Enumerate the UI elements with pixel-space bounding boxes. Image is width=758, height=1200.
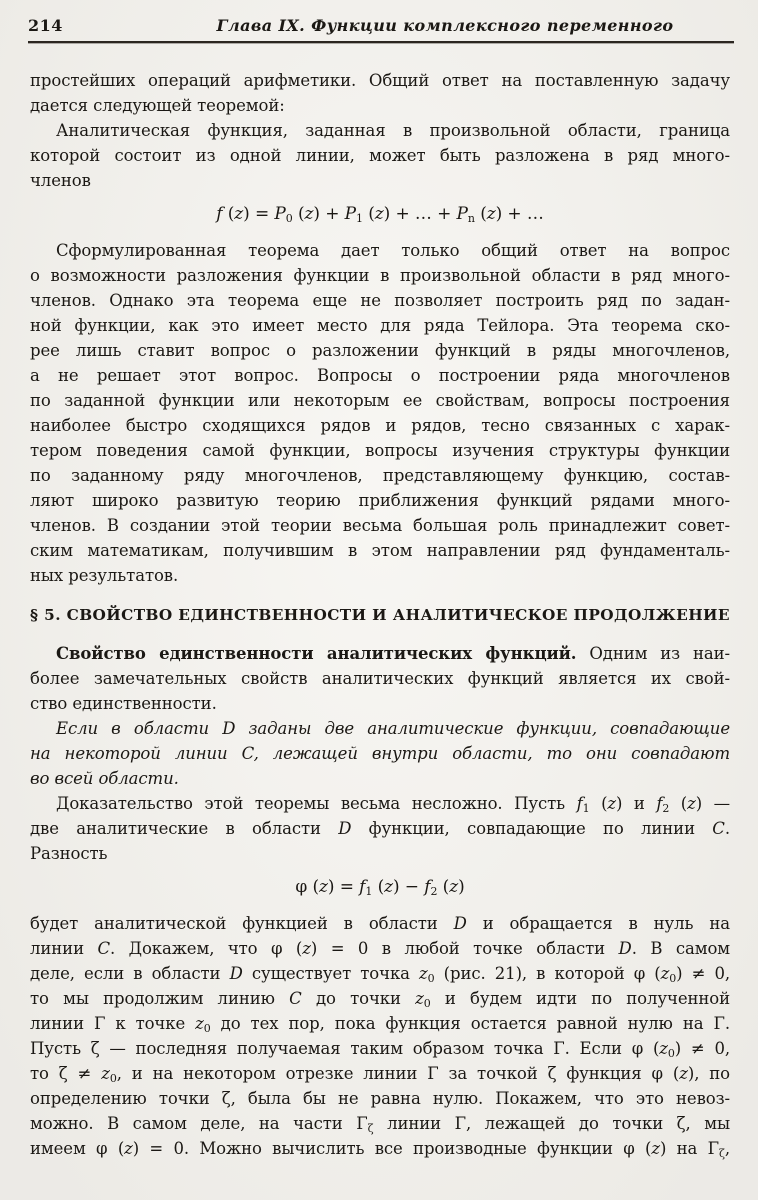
paragraph-intro [30, 68, 730, 118]
text-line: линии Γ к точке $z_0$ до тех пор, пока функция остается равной нулю на Γ. [30, 1014, 730, 1035]
body-text [30, 68, 730, 1161]
text-line: Свойство единственности аналитических функций. Одним из наи- [56, 644, 730, 663]
paragraph-uniqueness-intro [30, 641, 730, 716]
header-rule [28, 41, 734, 43]
text-line: наиболее быстро сходящихся рядов и рядов, тесно связанных с харак- [30, 416, 730, 435]
text-line: рее лишь ставит вопрос о разложении функций в ряды многочленов, [30, 341, 730, 360]
text-line: Доказательство этой теоремы весьма несложно. Пусть $f_1$ (z) и $f_2$ (z) — [56, 794, 730, 815]
text-line: Аналитическая функция, заданная в произвольной области, граница [56, 121, 730, 140]
text-line: по заданной функции или некоторым ее свойствам, вопросы построения [30, 391, 730, 410]
text-line: Если в области D заданы две аналитические функции, совпадающие [56, 719, 730, 738]
text-line: во всей области. [30, 769, 179, 788]
text-line: на некоторой линии C, лежащей внутри области, то они совпадают [30, 744, 730, 763]
text-line: две аналитические в области D функции, совпадающие по линии C. [30, 819, 730, 838]
running-title: Глава IX. Функции комплексного переменного [216, 16, 674, 35]
text-line: то мы продолжим линию C до точки $z_0$ и будем идти по полученной [30, 989, 730, 1010]
paragraph-theorem-statement [30, 118, 730, 193]
text-line: Сформулированная теорема дает только общий ответ на вопрос [56, 241, 730, 260]
page-header [28, 14, 732, 38]
text-line: ство единственности. [30, 694, 217, 713]
paragraph-discussion [30, 238, 730, 588]
text-line: ляют широко развитую теорию приближения функций рядами много- [30, 491, 730, 510]
formula-polynomial-series: f $(z) = P_0$ $(z) + P_1$ (z) + … + $P_n$ (z) + … [216, 204, 544, 225]
text-line: о возможности разложения функции в произвольной области в ряд много- [30, 266, 730, 285]
text-line: имеем φ (z) = 0. Можно вычислить все производные функции φ (z) на $\Gamma_\zeta$, [30, 1139, 730, 1160]
paragraph-proof-start [30, 791, 730, 866]
text-line: Пусть ζ — последняя получаемая таким образом точка Γ. Если φ $(z_0) \ne 0$, [30, 1039, 730, 1060]
text-line: линии C. Докажем, что φ (z) = 0 в любой точке области D. В самом [30, 939, 730, 958]
section-heading: § 5. СВОЙСТВО ЕДИНСТВЕННОСТИ И АНАЛИТИЧЕСКОЕ ПРОДОЛЖЕНИЕ [30, 606, 730, 624]
text-line: ных результатов. [30, 566, 179, 585]
text-line: более замечательных свойств аналитических функций является их свой- [30, 669, 730, 688]
text-line: членов. Однако эта теорема еще не позволяет построить ряд по задан- [30, 291, 730, 310]
text-line: а не решает этот вопрос. Вопросы о построении ряда многочленов [30, 366, 730, 385]
text-line: определению точки ζ, была бы не равна нулю. Покажем, что это невоз- [30, 1089, 730, 1108]
formula-difference: φ $(z) = f_1$ $(z) - f_2$ (z) [295, 877, 465, 898]
text-line: будет аналитической функцией в области D и обращается в нуль на [30, 914, 730, 933]
paragraph-proof-continuation [30, 911, 730, 1161]
text-line: которой состоит из одной линии, может быть разложена в ряд много- [30, 146, 730, 165]
text-line: членов [30, 171, 91, 190]
text-line: ной функции, как это имеет место для ряда Тейлора. Эта теорема ско- [30, 316, 730, 335]
text-line: простейших операций арифметики. Общий ответ на поставленную задачу [30, 71, 730, 90]
text-line: ским математикам, получившим в этом направлении ряд фундаменталь- [30, 541, 730, 560]
text-line: то $\zeta \ne z_0$, и на некотором отрезке линии Γ за точкой ζ функция φ (z), по [30, 1064, 730, 1085]
paragraph-uniqueness-theorem [30, 716, 730, 791]
text-line: тером поведения самой функции, вопросы изучения структуры функции [30, 441, 730, 460]
text-line: дается следующей теоремой: [30, 96, 285, 115]
page-number: 214 [28, 16, 63, 35]
text-line: Разность [30, 844, 108, 863]
text-line: по заданному ряду многочленов, представляющему функцию, состав- [30, 466, 730, 485]
text-line: членов. В создании этой теории весьма большая роль принадлежит совет- [30, 516, 730, 535]
text-line: деле, если в области D существует точка $z_0$ (рис. 21), в которой φ $(z_0) \ne 0$, [30, 964, 730, 985]
text-line: можно. В самом деле, на части $\Gamma_\zeta$ линии Γ, лежащей до точки ζ, мы [30, 1114, 730, 1135]
